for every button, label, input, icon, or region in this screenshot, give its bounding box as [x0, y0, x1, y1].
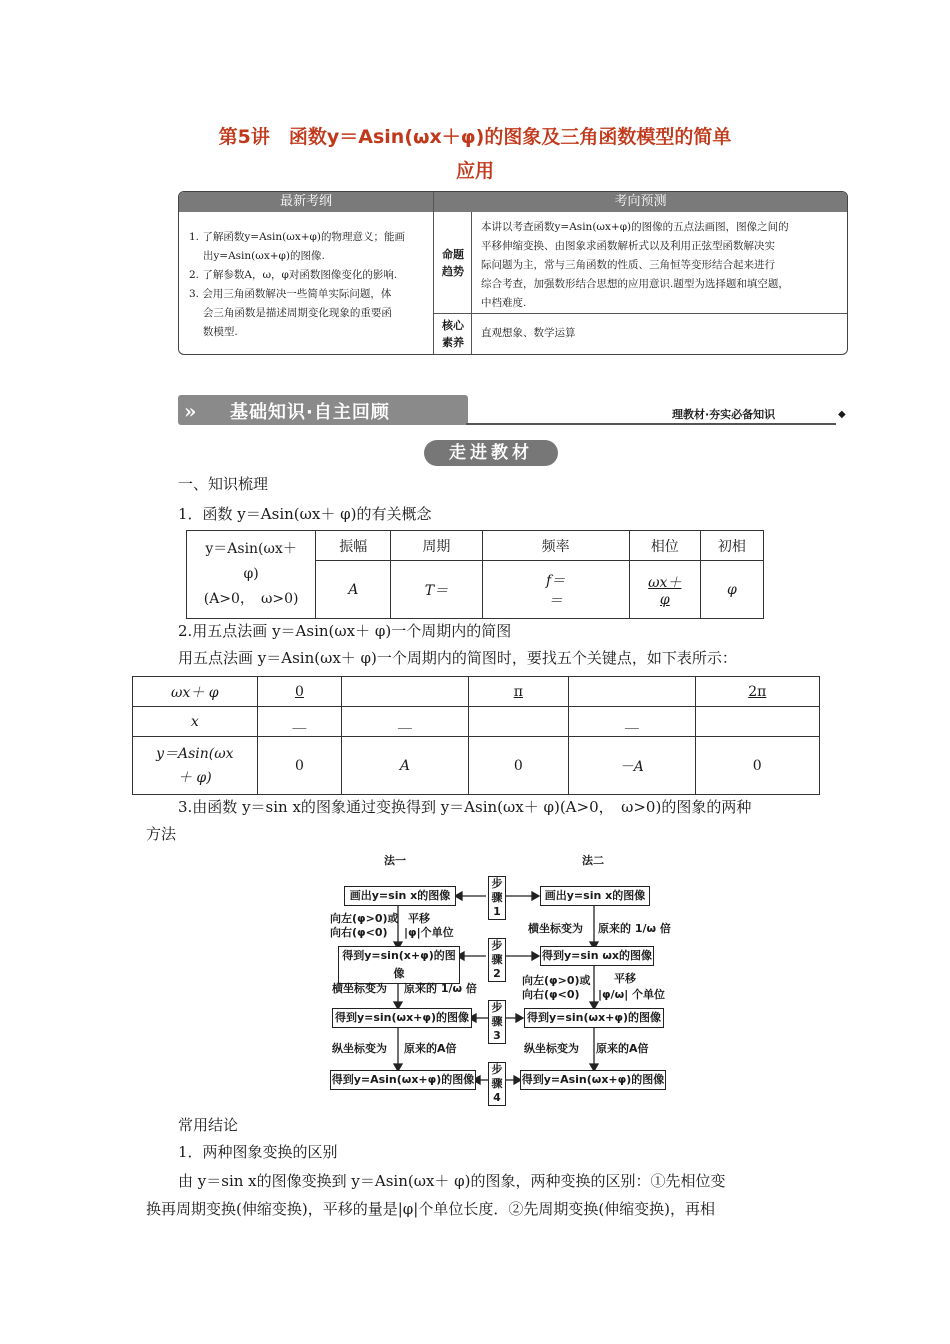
step-1-label: 步骤1 [488, 876, 506, 920]
flow-left-4: 得到y=Asin(ωx+φ)的图像 [330, 1070, 476, 1090]
row-label-x: x [133, 707, 258, 737]
cell: 0 [695, 737, 819, 795]
cell: ＿ [342, 707, 468, 737]
method-1-label: 法一 [384, 854, 406, 867]
cell [695, 707, 819, 737]
syllabus-items: 1. 了解函数y=Asin(ωx+φ)的物理意义；能画 出y=Asin(ωx+φ)的图像. 2. 了解参数A，ω，φ对函数图像变化的影响. 3. 会用三角函数解决一些简单实际问题，体 会三角函数是描述周期变化现象的重要函 数模型. [189, 231, 406, 338]
flow-left-3: 得到y=sin(ωx+φ)的图像 [332, 1008, 472, 1028]
flow-text: 原来的A倍 [404, 1042, 457, 1055]
banner-subtitle: 理教材·夯实必备知识 [672, 408, 776, 421]
flow-text: 横坐标变为 [528, 922, 583, 935]
flow-text: 向右(φ<0) [522, 988, 580, 1001]
flowchart [328, 850, 671, 1106]
row-label-phase: ωx＋ φ [133, 677, 258, 707]
syllabus-box [178, 191, 848, 355]
syllabus-right-header: 考向预测 [434, 192, 847, 212]
page-title: 第5讲 函数y＝Asin(ωx＋φ)的图象及三角函数模型的简单 [218, 126, 732, 148]
cell: 0 [257, 677, 342, 707]
func-cell: y＝Asin(ωx＋ φ) (A>0， ω>0) [187, 531, 316, 619]
cell: A [342, 737, 468, 795]
subheading-1: 1．函数 y＝Asin(ωx＋ φ)的有关概念 [178, 505, 432, 523]
core-text: 直观想象、数学运算 [481, 327, 576, 339]
step-2-label: 步骤2 [488, 938, 506, 982]
cell-init: φ [700, 561, 763, 619]
flow-text: 横坐标变为 [332, 982, 387, 995]
header-amp: 振幅 [316, 531, 391, 561]
header-phase: 相位 [629, 531, 700, 561]
flow-right-4: 得到y=Asin(ωx+φ)的图像 [520, 1070, 666, 1090]
five-point-table [132, 676, 820, 795]
conclusion-text-2: 换再周期变换(伸缩变换)，平移的量是|φ|个单位长度．②先周期变换(伸缩变换)，再相 [146, 1200, 716, 1218]
flow-text: 纵坐标变为 [524, 1042, 579, 1055]
flow-text: |φ/ω| 个单位 [598, 988, 666, 1001]
concept-table [186, 530, 764, 619]
flow-right-2: 得到y=sin ωx的图像 [540, 946, 654, 966]
cell: －A [569, 737, 695, 795]
core-label: 核心素养 [442, 319, 464, 349]
flow-text: 纵坐标变为 [332, 1042, 387, 1055]
header-init: 初相 [700, 531, 763, 561]
conclusion-title: 常用结论 [178, 1116, 239, 1134]
syllabus-left-header: 最新考纲 [179, 192, 433, 212]
flow-text: 原来的 1/ω 倍 [598, 922, 671, 935]
cell: ＿ [569, 707, 695, 737]
flow-text: 平移 [408, 912, 430, 925]
step-3-label: 步骤3 [488, 1000, 506, 1044]
flow-left-1: 画出y=sin x的图像 [344, 886, 456, 906]
trend-text: 本讲以考查函数y=Asin(ωx+φ)的图像的五点法画图，图像之间的 平移伸缩变换、由图象求函数解析式以及利用正弦型函数解决实 际问题为主，常与三角函数的性质、三角恒等变形结合起来进行 综合考查，加强数形结合思想的应用意识.题型为选择题和填空题， 中档难度. [481, 221, 789, 309]
flow-text: 向右(φ<0) [330, 926, 388, 939]
banner-rule [466, 423, 836, 425]
cell [468, 707, 569, 737]
flow-text: 原来的 1/ω 倍 [404, 982, 477, 995]
cell: π [468, 677, 569, 707]
header-period: 周期 [391, 531, 482, 561]
trend-label: 命题趋势 [442, 248, 464, 278]
row-label-y: y＝Asin(ωx ＋ φ) [133, 737, 258, 795]
cell-period: T＝ [391, 561, 482, 619]
cell-amp: A [316, 561, 391, 619]
flow-right-3: 得到y=sin(ωx+φ)的图像 [524, 1008, 664, 1028]
paragraph-2: 用五点法画 y＝Asin(ωx＋ φ)一个周期内的简图时，要找五个关键点，如下表所示： [178, 649, 737, 667]
subheading-3: 3.由函数 y＝sin x的图象通过变换得到 y＝Asin(ωx＋ φ)(A>0， ω>0)的图象的两种 [178, 798, 752, 816]
cell: ＿ [257, 707, 342, 737]
conclusion-1: 1．两种图象变换的区别 [178, 1143, 338, 1161]
flow-text: 向左(φ>0)或 [330, 912, 399, 925]
chevron-icon: » [184, 399, 197, 423]
method-2-label: 法二 [582, 854, 604, 867]
section-pill: 走进教材 [424, 440, 558, 466]
flow-text: 向左(φ>0)或 [522, 974, 591, 987]
step-4-label: 步骤4 [488, 1062, 506, 1106]
cell-freq: f＝ ＝ [482, 561, 629, 619]
page-title-line2: 应用 [455, 160, 494, 182]
heading-knowledge: 一、知识梳理 [178, 475, 269, 493]
flow-text: |φ|个单位 [404, 926, 454, 939]
subheading-2: 2.用五点法画 y＝Asin(ωx＋ φ)一个周期内的简图 [178, 622, 512, 640]
conclusion-text-1: 由 y＝sin x的图像变换到 y＝Asin(ωx＋ φ)的图象，两种变换的区别：①先相位变 [178, 1172, 726, 1190]
cell: 2π [695, 677, 819, 707]
diamond-icon: ◆ [838, 409, 846, 420]
cell: 0 [257, 737, 342, 795]
cell: 0 [468, 737, 569, 795]
cell-phase: ωx＋ φ [629, 561, 700, 619]
banner-title: 基础知识·自主回顾 [230, 402, 390, 423]
cell [342, 677, 468, 707]
flow-left-2: 得到y=sin(x+φ)的图像 [338, 946, 460, 984]
header-freq: 频率 [482, 531, 629, 561]
flow-text: 平移 [614, 972, 636, 985]
cell [569, 677, 695, 707]
flow-right-1: 画出y=sin x的图像 [540, 886, 650, 906]
subheading-3-cont: 方法 [146, 825, 177, 843]
flow-text: 原来的A倍 [596, 1042, 649, 1055]
